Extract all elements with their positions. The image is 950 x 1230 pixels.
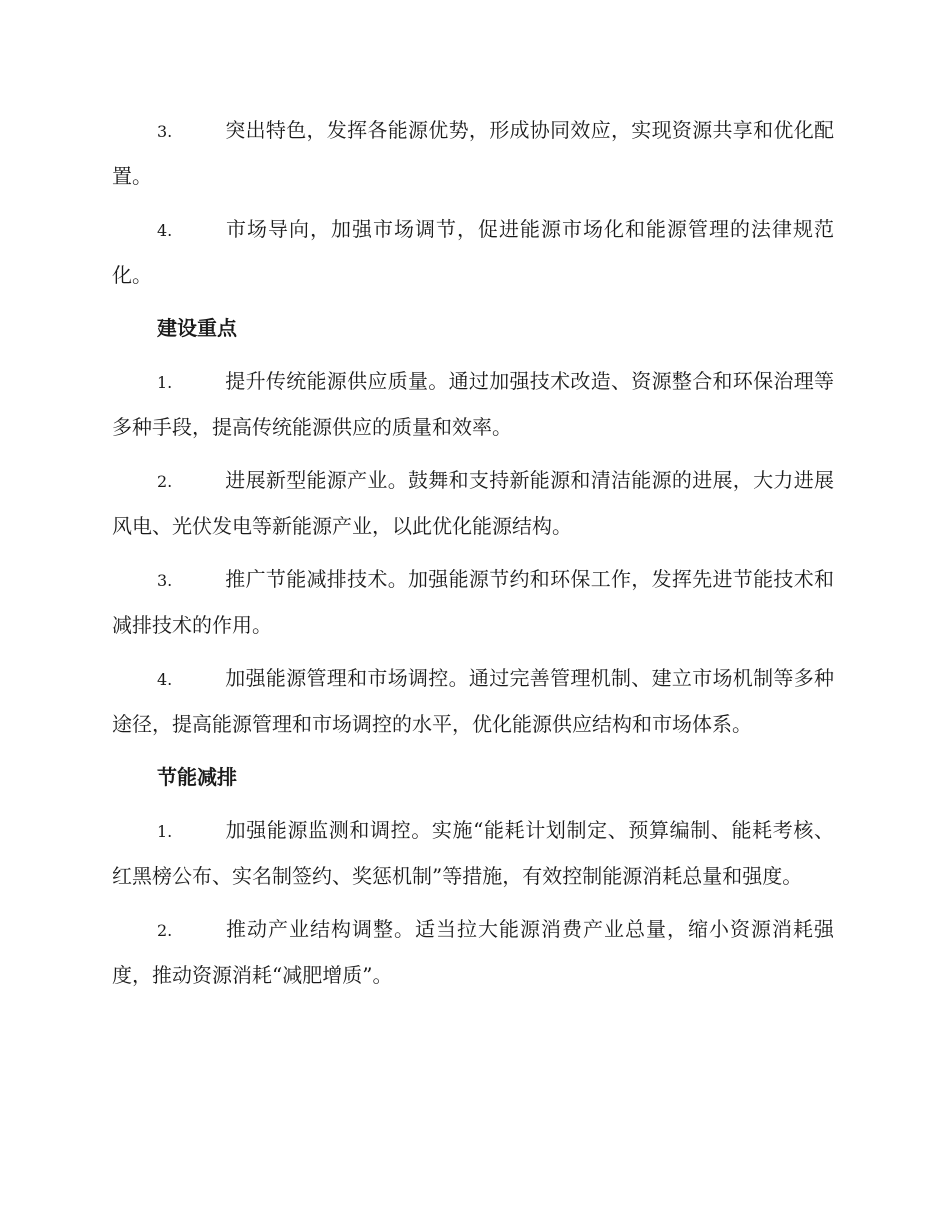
item-text: 提升传统能源供应质量。通过加强技术改造、资源整合和环保治理等多种手段，提高传统能源供应的质量和效率。 — [112, 369, 834, 439]
list-item — [112, 656, 834, 746]
section-heading-construction-focus: 建设重点 — [157, 316, 237, 340]
item-number: 2. — [157, 921, 173, 940]
item-text: 进展新型能源产业。鼓舞和支持新能源和清洁能源的进展，大力进展风电、光伏发电等新能源产业，以此优化能源结构。 — [112, 468, 834, 538]
item-number: 2. — [157, 472, 173, 491]
item-number: 1. — [157, 822, 173, 841]
list-item — [112, 557, 834, 647]
list-item — [112, 458, 834, 548]
item-number: 3. — [157, 122, 173, 141]
item-number: 4. — [157, 221, 173, 240]
item-number: 1. — [157, 373, 173, 392]
item-text: 突出特色，发挥各能源优势，形成协同效应，实现资源共享和优化配置。 — [112, 118, 834, 188]
item-text: 加强能源监测和调控。实施“能耗计划制定、预算编制、能耗考核、红黑榜公布、实名制签约、奖惩机制”等措施，有效控制能源消耗总量和强度。 — [112, 818, 834, 888]
section-heading-energy-saving: 节能减排 — [157, 765, 237, 789]
item-number: 3. — [157, 571, 173, 590]
document-body — [112, 108, 834, 1006]
item-text: 加强能源管理和市场调控。通过完善管理机制、建立市场机制等多种途径，提高能源管理和市场调控的水平，优化能源供应结构和市场体系。 — [112, 666, 834, 736]
item-text: 市场导向，加强市场调节，促进能源市场化和能源管理的法律规范化。 — [112, 217, 834, 287]
list-item — [112, 108, 834, 198]
list-item — [112, 808, 834, 898]
item-text: 推动产业结构调整。适当拉大能源消费产业总量，缩小资源消耗强度，推动资源消耗“减肥增质”。 — [112, 917, 834, 987]
list-item — [112, 207, 834, 297]
item-text: 推广节能减排技术。加强能源节约和环保工作，发挥先进节能技术和减排技术的作用。 — [112, 567, 834, 637]
item-number: 4. — [157, 670, 173, 689]
list-item — [112, 907, 834, 997]
list-item — [112, 359, 834, 449]
